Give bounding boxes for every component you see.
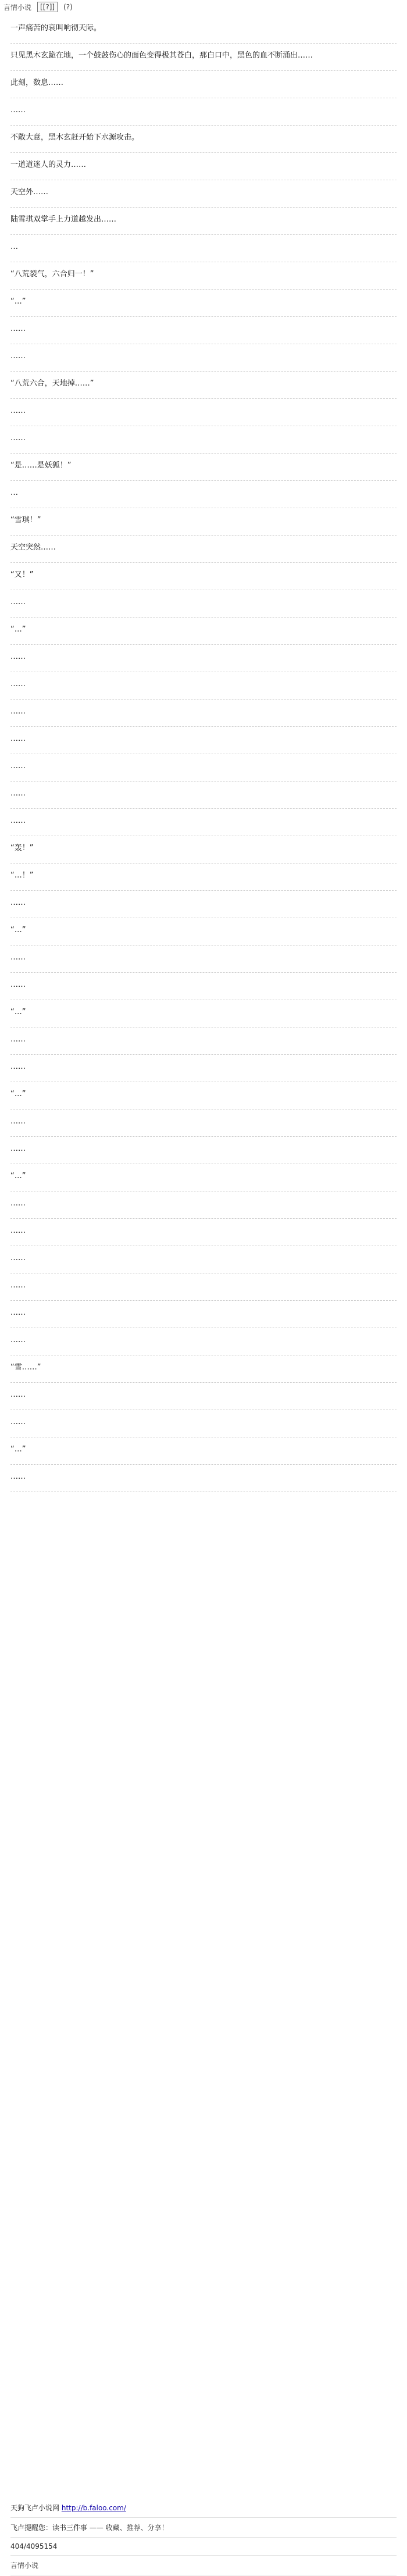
paragraph: “…” [10,1437,397,1465]
paragraph: …… [10,590,397,618]
footer-line-4: 言情小说 [10,2556,397,2575]
footer-link[interactable]: http://b.faloo.com/ [61,2504,126,2512]
footer [0,2498,407,2575]
paragraph: “雪琪！” [10,508,397,536]
paragraph: …… [10,1137,397,1164]
paragraph: …… [10,973,397,1000]
paragraph: …… [10,1410,397,1437]
paragraph: 陆雪琪双掌手上力道越发出…… [10,208,397,235]
paragraph: “…” [10,1000,397,1027]
site-label: 言情小说 [3,3,32,12]
footer-site: 天狗飞卢小说网 [10,2504,60,2512]
paragraph: … [10,235,397,262]
paragraph: …… [10,426,397,454]
footer-line-3: 404/4095154 [10,2538,397,2556]
paragraph: …… [10,344,397,372]
paragraph: …… [10,399,397,426]
paragraph: …… [10,782,397,809]
paragraph: “…” [10,618,397,645]
paragraph: …… [10,645,397,672]
paragraph: …… [10,1027,397,1055]
paragraph: …… [10,1219,397,1246]
paragraph: 此刻，数息…… [10,71,397,98]
paragraph: …… [10,672,397,700]
paragraph: … [10,481,397,508]
paragraph: “…” [10,1164,397,1191]
paragraph: …… [10,1246,397,1273]
top-box[interactable]: [[?]] [37,2,58,12]
paragraph: …… [10,809,397,836]
paragraph: “是……是妖狐！” [10,454,397,481]
paragraph: 只见黑木玄跪在地，一个鼓鼓伤心的面色变得极其苍白，那白口中，黑色的血不断涌出…… [10,44,397,71]
footer-line-1 [10,2498,397,2518]
top-extra: (?) [63,3,73,11]
paragraph: …… [10,1191,397,1219]
paragraph: …… [10,1328,397,1355]
paragraph: “雪……” [10,1355,397,1383]
paragraph: …… [10,946,397,973]
paragraph: …… [10,98,397,126]
paragraph: “…” [10,290,397,317]
paragraph: …… [10,727,397,754]
paragraph: …… [10,700,397,727]
paragraph: “轰！” [10,836,397,864]
paragraph: “…！” [10,864,397,891]
paragraph: “八荒六合，天地掉……” [10,372,397,399]
paragraph: 天空突然…… [10,536,397,563]
paragraph: “又！” [10,563,397,590]
paragraph: 一声痛苦的哀叫响彻天际。 [10,16,397,44]
paragraph: 不敢大意，黑木玄赶开始下水源攻击。 [10,126,397,153]
paragraph: …… [10,891,397,918]
paragraph: …… [10,754,397,782]
paragraph: …… [10,1273,397,1301]
paragraph: “…” [10,1082,397,1109]
paragraph: 天空外…… [10,180,397,208]
paragraph: …… [10,1465,397,1492]
top-bar [0,0,407,14]
paragraph: …… [10,1109,397,1137]
footer-line-2: 飞卢提醒您：读书三件事 —— 收藏、推荐、分享！ [10,2518,397,2538]
paragraph: “…” [10,918,397,946]
paragraph: 一道道迷人的灵力…… [10,153,397,180]
paragraph: …… [10,1055,397,1082]
paragraph: “八荒裂气，六合归一！” [10,262,397,290]
paragraph: …… [10,317,397,344]
chapter-content [0,16,407,1492]
paragraph: …… [10,1383,397,1410]
paragraph: …… [10,1301,397,1328]
